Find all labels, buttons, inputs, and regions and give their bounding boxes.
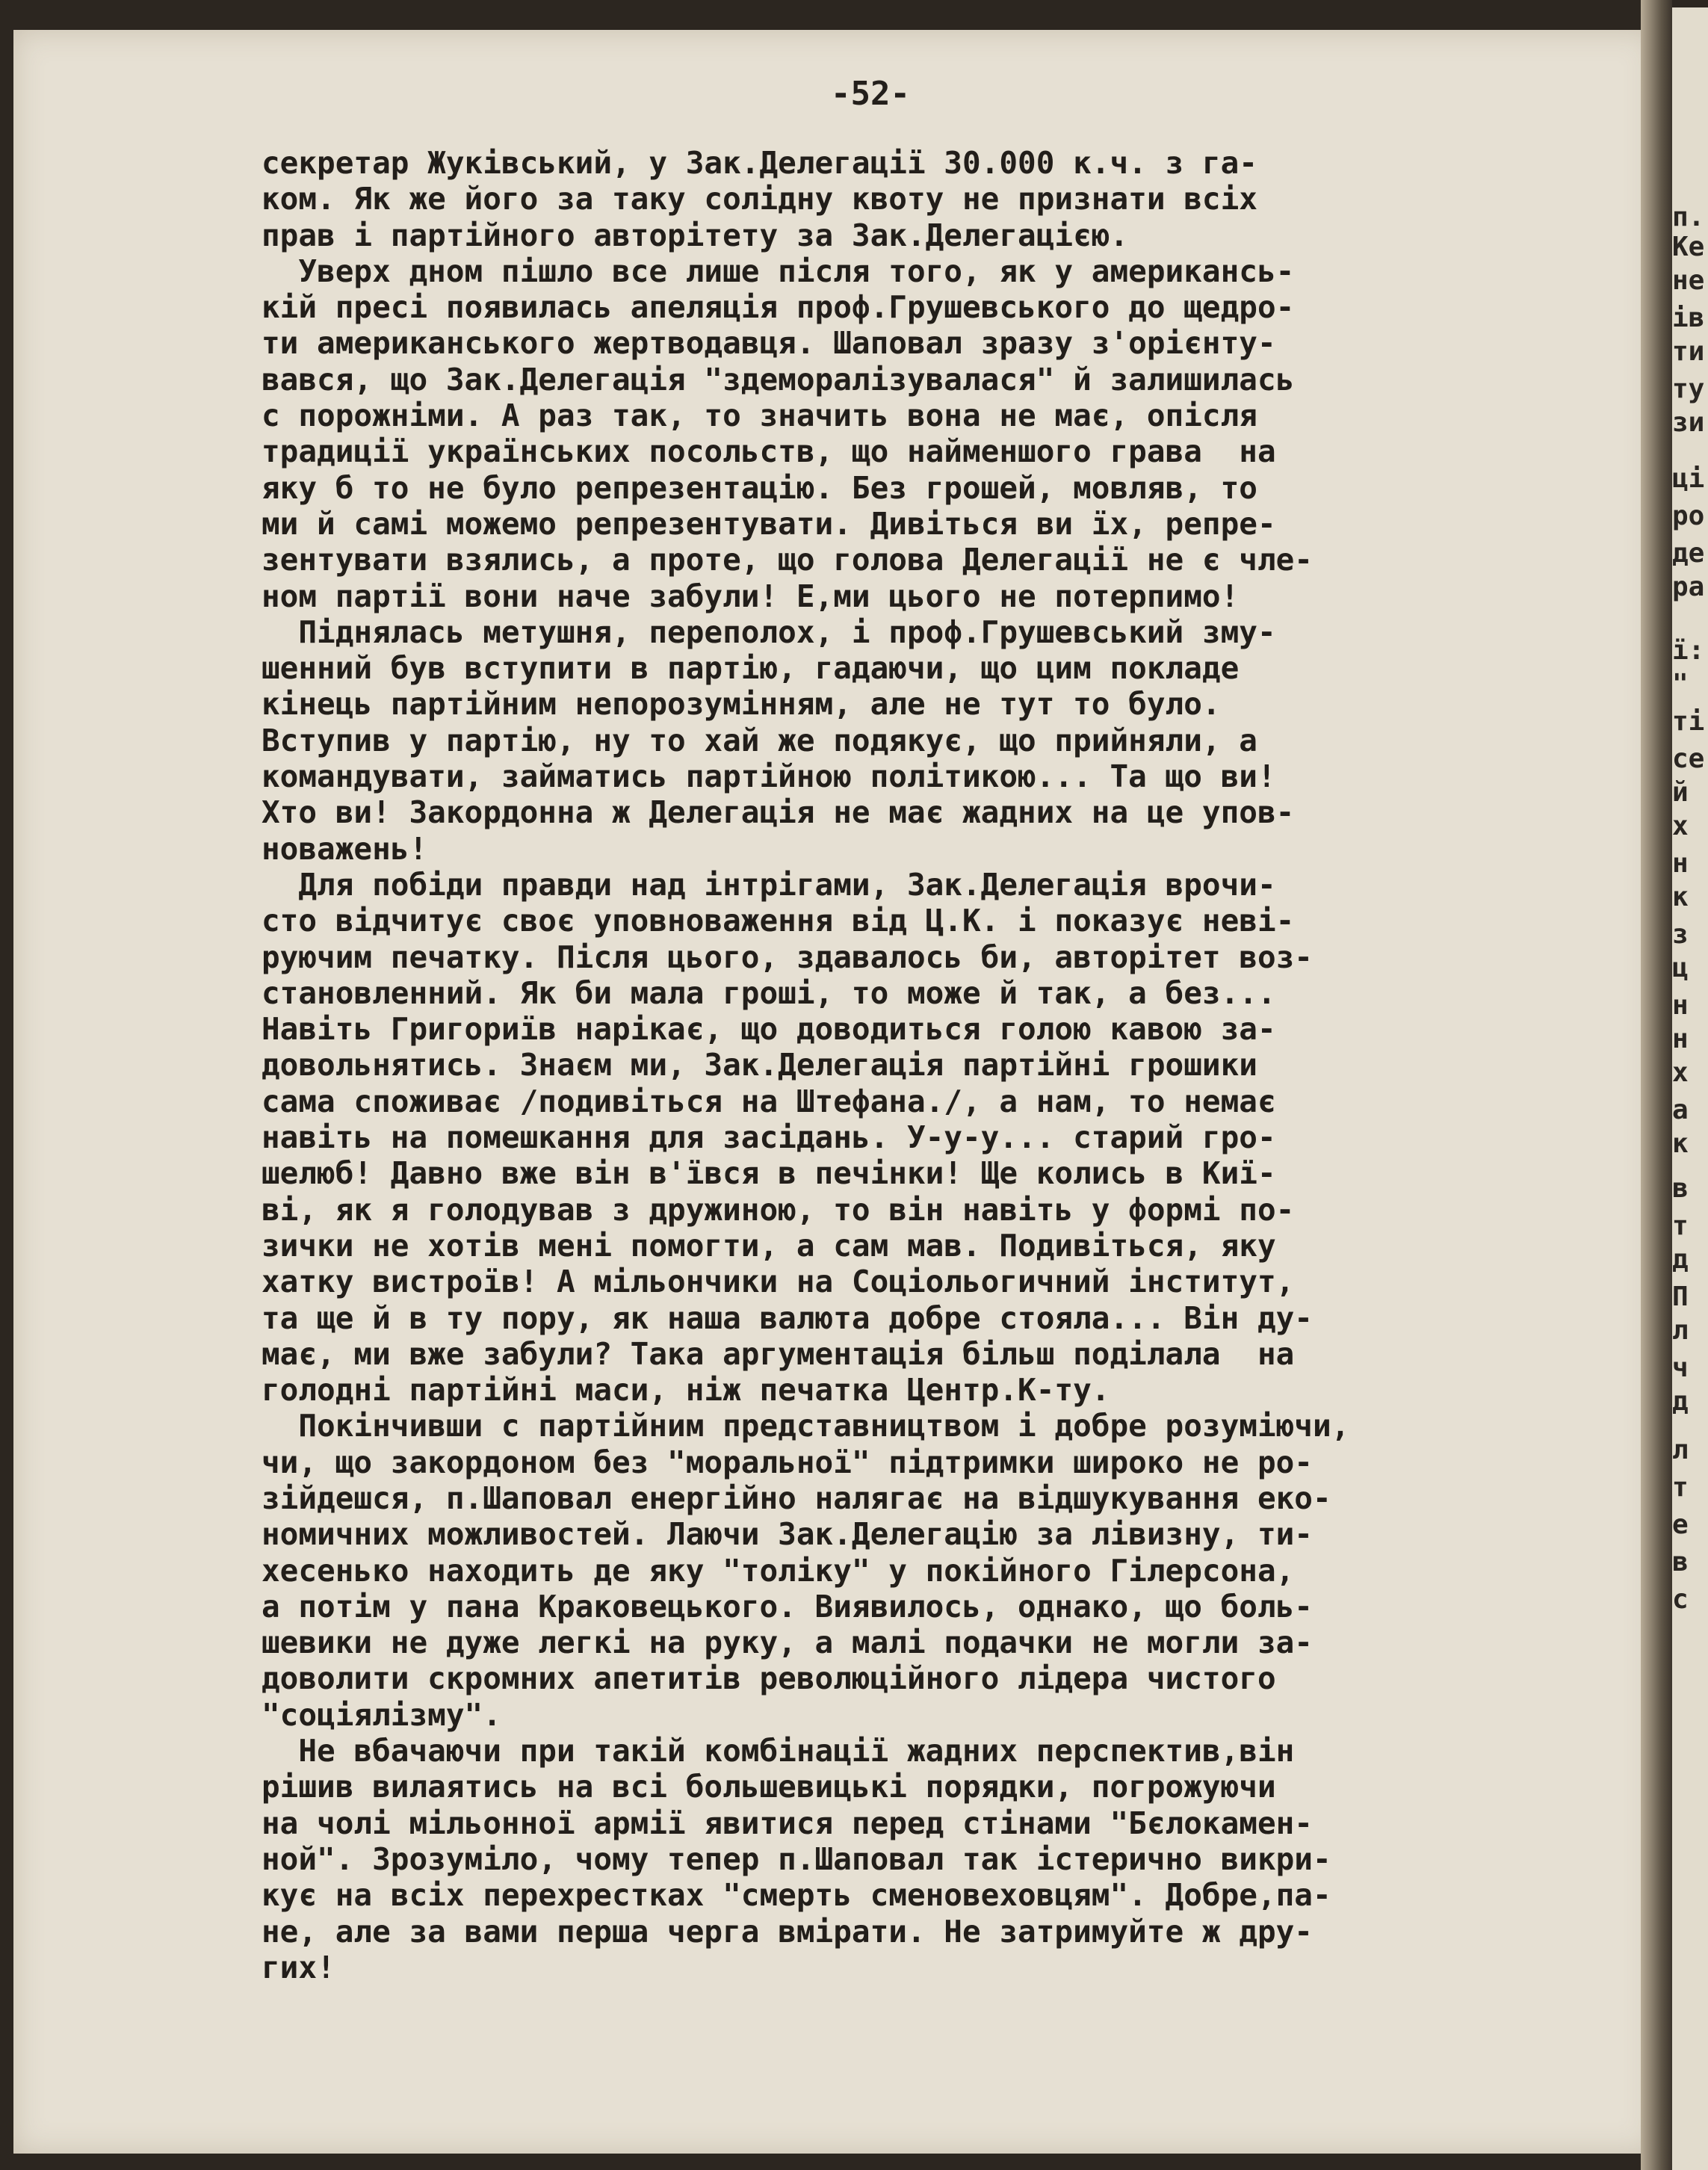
adjacent-page-fragment: ти (1672, 336, 1705, 367)
page-number: -52- (831, 75, 910, 113)
text-line: ном партії вони наче забули! Е,ми цього не потерпимо! (262, 578, 1240, 614)
text-line: яку б то не було репрезентацію. Без грошей, мовляв, то (262, 469, 1257, 506)
book-spine-gutter (1641, 0, 1672, 2170)
text-line: вався, що Зак.Делегація "здеморалізувалася" й залишилась (262, 361, 1295, 398)
adjacent-page-fragment: зи (1672, 407, 1705, 438)
adjacent-page-fragment: н (1672, 848, 1689, 879)
text-line: шенний був вступити в партію, гадаючи, що цим покладе (262, 650, 1240, 687)
text-line: Для побіди правди над інтрігами, Зак.Делегація врочи- (262, 866, 1276, 903)
text-line: довольнятись. Знаєм ми, Зак.Делегація партійні грошики (262, 1047, 1257, 1084)
text-line: зійдешся, п.Шаповал енергійно налягає на відшукування еко- (262, 1480, 1331, 1516)
adjacent-page-fragment: х (1672, 1057, 1689, 1088)
text-line: зентувати взялись, а проте, що голова Делегації не є чле- (262, 542, 1313, 578)
text-line: на чолі мільонної армії явитися перед стінами "Бєлокамен- (262, 1805, 1313, 1841)
adjacent-page-fragment: ч (1672, 1353, 1689, 1383)
text-line: а потім у пана Краковецького. Виявилось, однако, що боль- (262, 1588, 1313, 1625)
adjacent-page-fragment: ро (1672, 501, 1705, 531)
text-line: кій пресі появилась апеляція проф.Грушевського до щедро- (262, 289, 1295, 326)
adjacent-page-fragment: н (1672, 1024, 1689, 1054)
adjacent-page-fragment: де (1672, 538, 1705, 569)
adjacent-page-fragment: т (1672, 1211, 1689, 1241)
text-line: гих! (262, 1949, 335, 1985)
text-line: прав і партійного авторітету за Зак.Делегацією. (262, 217, 1129, 253)
adjacent-page-fragment: п. (1672, 202, 1705, 232)
text-line: командувати, займатись партійною політикою... Та що ви! (262, 758, 1276, 795)
adjacent-page-fragment: в (1672, 1547, 1689, 1577)
adjacent-page-fragment: П (1672, 1282, 1689, 1312)
text-line: має, ми вже забули? Така аргументація більш поділала на (262, 1335, 1295, 1372)
text-line: кує на всіх перехрестках "смерть сменовеховцям". Добре,па- (262, 1877, 1331, 1914)
adjacent-page-fragment: д (1672, 1244, 1689, 1275)
adjacent-page-fragment: ів (1672, 303, 1705, 333)
text-line: ком. Як же його за таку солідну квоту не признати всіх (262, 181, 1257, 217)
text-line: Покінчивши с партійним представництвом і добре розуміючи, (262, 1408, 1350, 1444)
text-line: хатку вистроїв! А мільончики на Соціольогичний інститут, (262, 1264, 1295, 1300)
text-line: зички не хотів мені помогти, а сам мав. Подивіться, яку (262, 1227, 1276, 1264)
text-line: Уверх дном пішло все лише після того, як у американсь- (262, 253, 1295, 289)
text-line: чи, що закордоном без "моральної" підтримки широко не ро- (262, 1444, 1313, 1480)
text-line: ві, як я голодував з дружиною, то він навіть у формі по- (262, 1191, 1295, 1228)
adjacent-page-fragment: ра (1672, 572, 1705, 602)
adjacent-page-fragment: т (1672, 1472, 1689, 1503)
text-line: та ще й в ту пору, як наша валюта добре стояла... Він ду- (262, 1299, 1313, 1336)
adjacent-page-fragment: се (1672, 744, 1705, 774)
adjacent-page-fragment: не (1672, 265, 1705, 296)
adjacent-page-fragment: " (1672, 669, 1689, 699)
adjacent-page-fragment: л (1672, 1315, 1689, 1346)
text-line: шевики не дуже легкі на руку, а малі подачки не могли за- (262, 1625, 1313, 1661)
text-line: Хто ви! Закордонна ж Делегація не має жадних на це упов- (262, 794, 1295, 831)
text-line: навіть на помешкання для засідань. У-у-у... старий гро- (262, 1119, 1276, 1156)
text-line: ми й самі можемо репрезентувати. Дивіться ви їх, репре- (262, 505, 1276, 542)
adjacent-page-fragment: в (1672, 1173, 1689, 1204)
adjacent-page-fragment: л (1672, 1435, 1689, 1465)
text-line: традиції українських посольств, що найменшого грава на (262, 433, 1276, 470)
text-line: с порожніми. А раз так, то значить вона не має, опісля (262, 398, 1257, 434)
adjacent-page-edge (1672, 7, 1708, 2170)
adjacent-page-fragment: к (1672, 1128, 1689, 1159)
text-line: сто відчитує своє уповноваження від Ц.К. і показує неві- (262, 903, 1295, 939)
text-line: Піднялась метушня, переполох, і проф.Грушевський зму- (262, 613, 1276, 650)
adjacent-page-fragment: ці (1672, 463, 1705, 494)
text-line: "соціялізму". (262, 1696, 501, 1733)
text-line: руючим печатку. Після цього, здавалось би, авторітет воз- (262, 939, 1313, 975)
text-line: доволити скромних апетитів революційного лідера чистого (262, 1660, 1276, 1697)
adjacent-page-fragment: ї: (1672, 635, 1705, 666)
text-line: становленний. Як би мала гроші, то може й так, а без... (262, 974, 1276, 1011)
text-line: не, але за вами перша черга вмірати. Не затримуйте ж дру- (262, 1913, 1313, 1950)
text-line: секретар Жуківський, у Зак.Делегації 30.000 к.ч. з га- (262, 145, 1257, 181)
text-line: Не вбачаючи при такій комбінації жадних перспектив,він (262, 1733, 1295, 1769)
page-body-text (262, 145, 1349, 1985)
adjacent-page-fragment: к (1672, 882, 1689, 912)
adjacent-page-fragment: Ке (1672, 232, 1705, 262)
text-line: шелюб! Давно вже він в'ївся в печінки! Ще колись в Киї- (262, 1155, 1276, 1192)
adjacent-page-fragment: ц (1672, 953, 1689, 983)
text-line: хесенько находить де яку "толіку" у покійного Гілерсона, (262, 1552, 1295, 1589)
text-line: Навіть Григориїв нарікає, що доводиться голою кавою за- (262, 1011, 1276, 1048)
adjacent-page-fragment: й (1672, 777, 1689, 808)
text-line: ной". Зрозуміло, чому тепер п.Шаповал так істерично викри- (262, 1840, 1331, 1877)
adjacent-page-fragment: а (1672, 1095, 1689, 1125)
text-line: сама споживає /подивіться на Штефана./, а нам, то немає (262, 1083, 1276, 1119)
adjacent-page-fragment: х (1672, 811, 1689, 841)
adjacent-page-fragment: з (1672, 919, 1689, 950)
adjacent-page-fragment: ті (1672, 706, 1705, 737)
adjacent-page-fragment: н (1672, 990, 1689, 1021)
text-line: ти американського жертводавця. Шаповал зразу з'орієнту- (262, 325, 1276, 362)
text-line: Вступив у партію, ну то хай же подякує, що прийняли, а (262, 722, 1257, 758)
adjacent-page-fragment: ту (1672, 374, 1705, 404)
text-line: номичних можливостей. Лаючи Зак.Делегацію за лівизну, ти- (262, 1516, 1313, 1553)
adjacent-page-fragment: д (1672, 1386, 1689, 1417)
text-line: голодні партійні маси, ніж печатка Центр.К-ту. (262, 1372, 1110, 1409)
text-line: новажень! (262, 830, 428, 867)
adjacent-page-fragment: с (1672, 1584, 1689, 1615)
text-line: кінець партійним непорозумінням, але не тут то було. (262, 686, 1221, 723)
text-line: рішив вилаятись на всі большевицькі порядки, погрожуючи (262, 1769, 1276, 1805)
adjacent-page-fragment: е (1672, 1509, 1689, 1540)
